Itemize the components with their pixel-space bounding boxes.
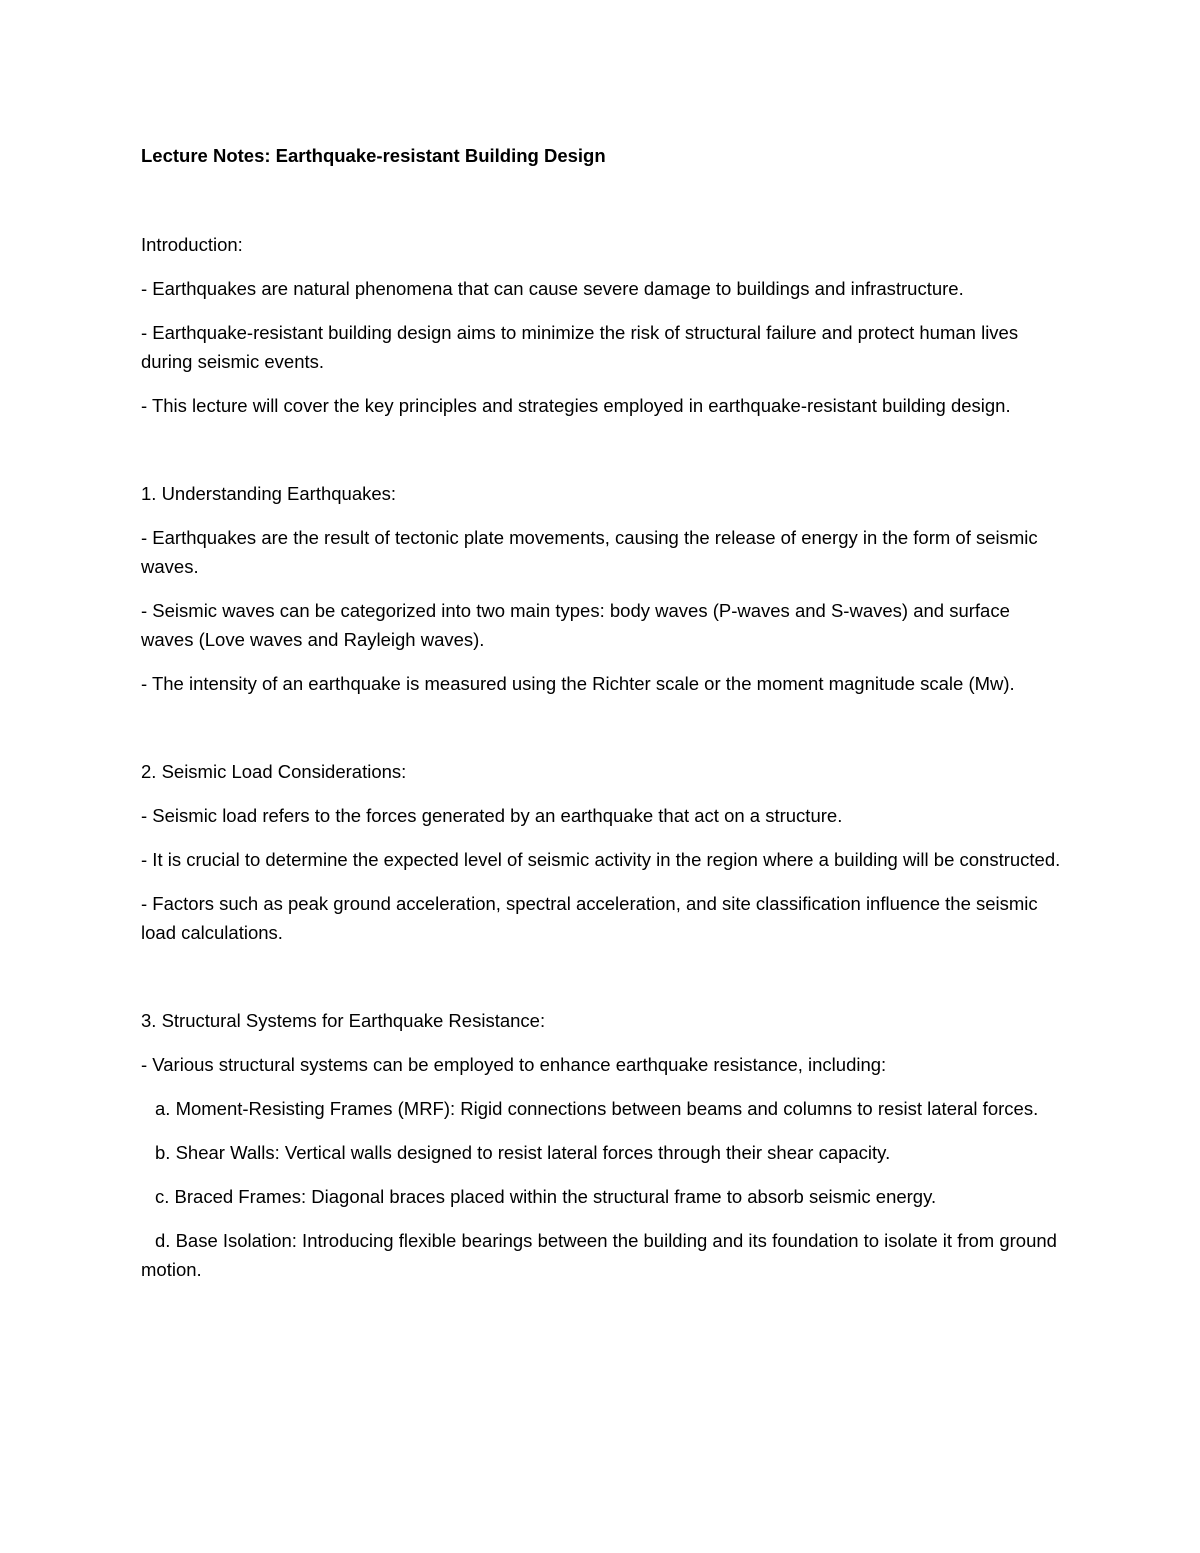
section-heading: Introduction: bbox=[141, 234, 243, 255]
bullet-item: - The intensity of an earthquake is measured using the Richter scale or the moment magnitude scale (Mw). bbox=[141, 673, 1015, 694]
section-heading: 1. Understanding Earthquakes: bbox=[141, 483, 397, 504]
document-title: Lecture Notes: Earthquake-resistant Building Design bbox=[141, 145, 606, 166]
bullet-item: - Seismic load refers to the forces generated by an earthquake that act on a structure. bbox=[141, 805, 843, 826]
document-body bbox=[141, 141, 1061, 1299]
bullet-item: - Earthquakes are the result of tectonic plate movements, causing the release of energy in the form of seismic waves. bbox=[141, 527, 1038, 577]
sub-item: d. Base Isolation: Introducing flexible bearings between the building and its foundation to isolate it from ground motion. bbox=[141, 1230, 1057, 1280]
bullet-item: - Factors such as peak ground acceleration, spectral acceleration, and site classification influence the seismic load calculations. bbox=[141, 893, 1038, 943]
bullet-item: - Earthquakes are natural phenomena that can cause severe damage to buildings and infrastructure. bbox=[141, 278, 964, 299]
section-seismic-load bbox=[141, 757, 1061, 947]
section-understanding-earthquakes bbox=[141, 479, 1061, 698]
bullet-item: - Seismic waves can be categorized into two main types: body waves (P-waves and S-waves) and surface waves (Love waves and Rayleigh waves). bbox=[141, 600, 1010, 650]
sub-item: c. Braced Frames: Diagonal braces placed within the structural frame to absorb seismic energy. bbox=[155, 1186, 937, 1207]
bullet-item: - This lecture will cover the key principles and strategies employed in earthquake-resistant building design. bbox=[141, 395, 1011, 416]
bullet-item: - Earthquake-resistant building design aims to minimize the risk of structural failure and protect human lives during seismic events. bbox=[141, 322, 1019, 372]
sub-item: a. Moment-Resisting Frames (MRF): Rigid connections between beams and columns to resist lateral forces. bbox=[155, 1098, 1039, 1119]
sub-item: b. Shear Walls: Vertical walls designed to resist lateral forces through their shear capacity. bbox=[155, 1142, 891, 1163]
section-heading: 2. Seismic Load Considerations: bbox=[141, 761, 407, 782]
section-introduction bbox=[141, 230, 1061, 420]
bullet-item: - It is crucial to determine the expected level of seismic activity in the region where a building will be constructed. bbox=[141, 849, 1061, 870]
bullet-item: - Various structural systems can be employed to enhance earthquake resistance, including: bbox=[141, 1054, 887, 1075]
section-heading: 3. Structural Systems for Earthquake Resistance: bbox=[141, 1010, 546, 1031]
section-structural-systems bbox=[141, 1006, 1061, 1284]
